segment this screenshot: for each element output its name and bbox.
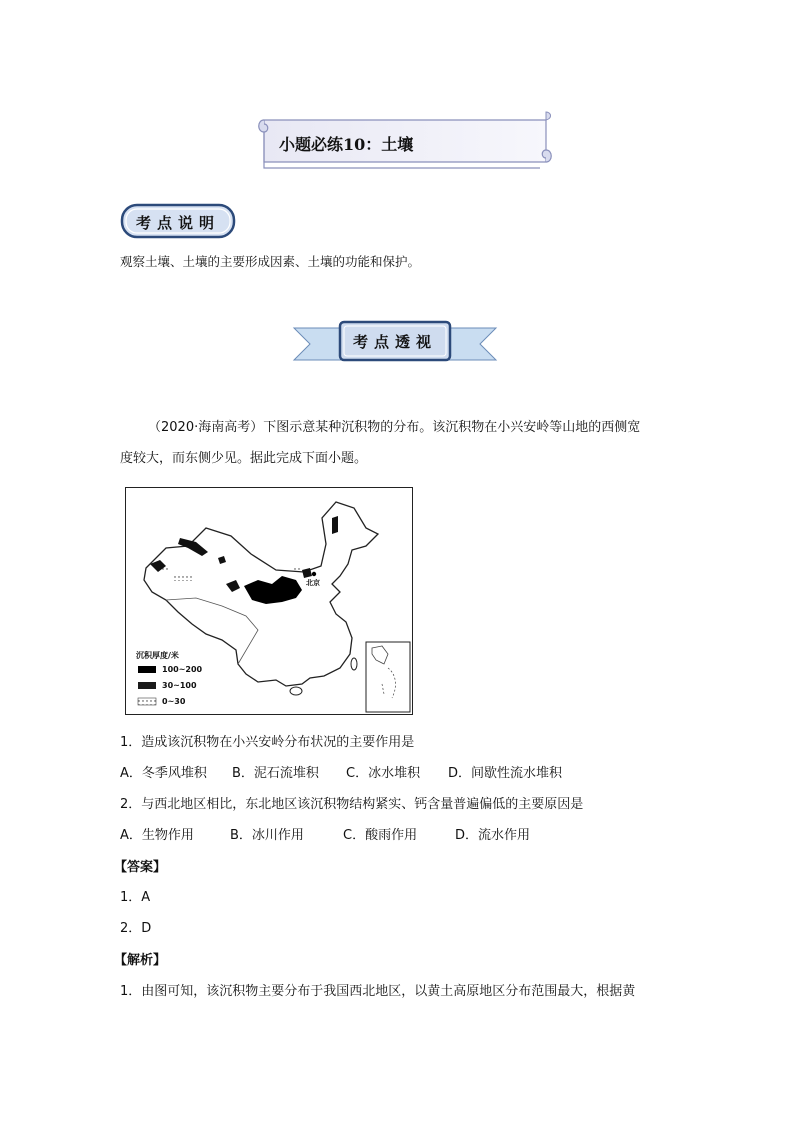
page-title: 小题必练10：土壤 <box>279 135 414 154</box>
intro-line-1: （2020·海南高考）下图示意某种沉积物的分布。该沉积物在小兴安岭等山地的西侧宽 <box>148 420 641 435</box>
option: C．冰水堆积 <box>346 766 421 781</box>
legend-swatch-100-200 <box>138 666 156 673</box>
question-stem-1: 1．造成该沉积物在小兴安岭分布状况的主要作用是 <box>120 735 415 750</box>
answer-item: 2．D <box>120 921 152 936</box>
deposit-patch <box>160 566 170 570</box>
section-badge-explanation <box>120 203 236 239</box>
analysis-heading: 【解析】 <box>114 953 167 968</box>
section-text: 观察土壤、土壤的主要形成因素、土壤的功能和保护。 <box>120 254 421 269</box>
legend-label: 100~200 <box>162 665 203 674</box>
deposit-patch <box>332 516 338 534</box>
badge-label: 考点说明 <box>135 214 220 232</box>
legend-swatch-30-100 <box>138 682 156 689</box>
deposit-patch <box>174 576 192 581</box>
option: C．酸雨作用 <box>343 828 418 843</box>
south-china-sea-inset <box>366 642 410 712</box>
intro-line-2: 度较大，而东侧少见。据此完成下面小题。 <box>120 451 368 466</box>
option: A．冬季风堆积 <box>120 766 207 781</box>
section-badge-perspective <box>292 320 498 364</box>
option: A．生物作用 <box>120 828 194 843</box>
question-stem-2: 2．与西北地区相比，东北地区该沉积物结构紧实、钙含量普遍偏低的主要原因是 <box>120 797 584 812</box>
legend-title: 沉积厚度/米 <box>136 651 179 660</box>
analysis-text: 1．由图可知，该沉积物主要分布于我国西北地区，以黄土高原地区分布范围最大，根据黄 <box>120 984 636 999</box>
legend-swatch-0-30 <box>138 698 156 705</box>
title-banner <box>254 110 554 172</box>
answer-heading: 【答案】 <box>114 860 167 875</box>
option: D．间歇性流水堆积 <box>448 766 563 781</box>
option: B．泥石流堆积 <box>232 766 319 781</box>
beijing-marker <box>312 572 316 576</box>
answer-item: 1．A <box>120 890 151 905</box>
option: B．冰川作用 <box>230 828 304 843</box>
deposit-loess-plateau <box>244 576 302 604</box>
beijing-label: 北京 <box>306 579 320 587</box>
option: D．流水作用 <box>455 828 531 843</box>
deposit-patch <box>218 556 226 564</box>
badge-label: 考点透视 <box>352 333 437 351</box>
deposit-map <box>125 487 413 715</box>
deposit-patch <box>294 566 300 570</box>
legend-label: 0~30 <box>162 697 186 706</box>
deposit-patch <box>226 580 240 592</box>
legend-label: 30~100 <box>162 681 197 690</box>
